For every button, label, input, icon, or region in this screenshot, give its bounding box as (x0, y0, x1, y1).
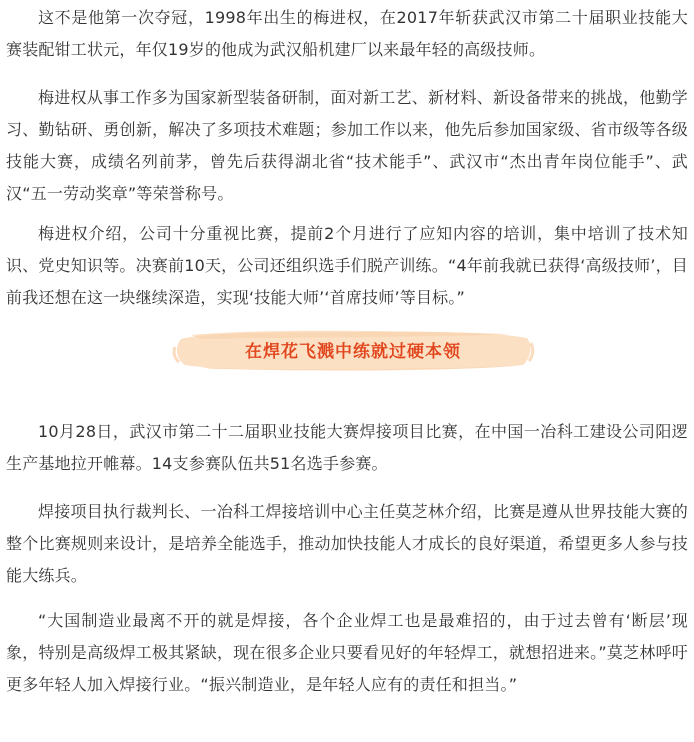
section-heading-banner (171, 325, 535, 375)
section-title: 在焊花飞溅中练就过硬本领 (245, 342, 461, 362)
paragraph-2: 梅进权从事工作多为国家新型装备研制，面对新工艺、新材料、新设备带来的挑战，他勤学习、勤钻研、勇创新，解决了多项技术难题；参加工作以来，他先后参加国家级、省市级等各级技能大赛，成绩名列前茅，曾先后获得湖北省“技术能手”、武汉市“杰出青年岗位能手”、武汉“五一劳动奖章”等荣誉称号。 (6, 88, 688, 203)
paragraph-5: 焊接项目执行裁判长、一冶科工焊接培训中心主任莫芝林介绍，比赛是遵从世界技能大赛的整个比赛规则来设计，是培养全能选手，推动加快技能人才成长的良好渠道，希望更多人参与技能大练兵。 (6, 502, 688, 585)
paragraph-3: 梅进权介绍，公司十分重视比赛，提前2个月进行了应知内容的培训，集中培训了技术知识、党史知识等。决赛前10天，公司还组织选手们脱产训练。“4年前我就已获得‘高级技师’，目前我还想在这一块继续深造，实现‘技能大师’‘首席技师’等目标。” (6, 224, 689, 307)
paragraph-1: 这不是他第一次夺冠，1998年出生的梅进权，在2017年斩获武汉市第二十届职业技能大赛装配钳工状元，年仅19岁的他成为武汉船机建厂以来最年轻的高级技师。 (6, 8, 688, 59)
paragraph-6: “大国制造业最离不开的就是焊接，各个企业焊工也是最难招的，由于过去曾有‘断层’现象，特别是高级焊工极其紧缺，现在很多企业只要看见好的年轻焊工，就想招进来。”莫芝林呼吁更多年轻人加入焊接行业。“振兴制造业，是年轻人应有的责任和担当。” (6, 611, 688, 694)
paragraph-4: 10月28日，武汉市第二十二届职业技能大赛焊接项目比赛，在中国一冶科工建设公司阳逻生产基地拉开帷幕。14支参赛队伍共51名选手参赛。 (6, 422, 688, 473)
